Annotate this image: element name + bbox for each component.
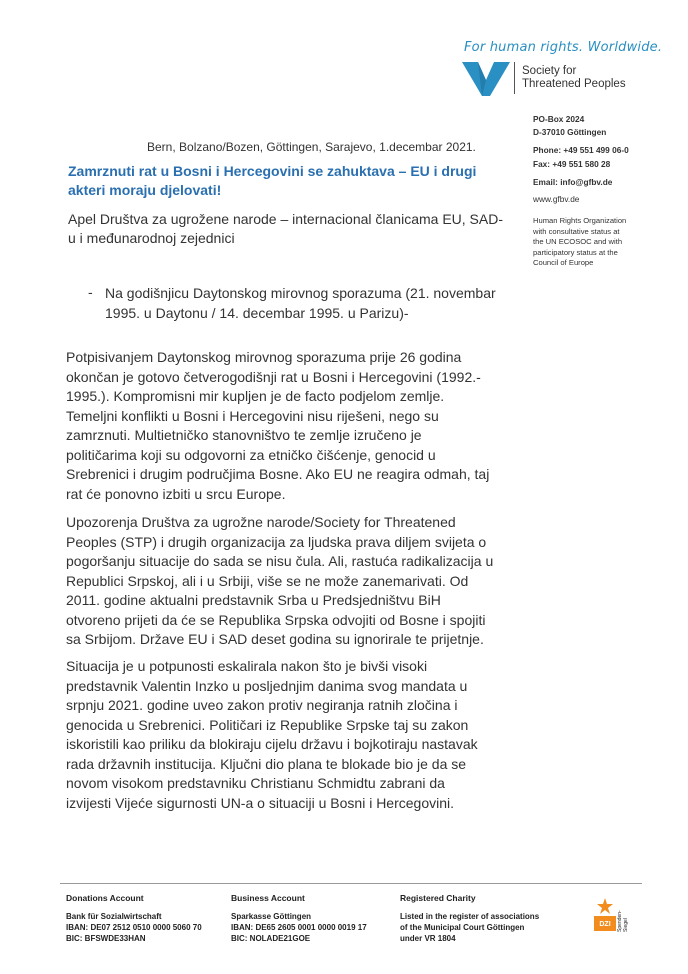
contact-fax: Fax: +49 551 580 28 <box>533 159 611 169</box>
donations-iban: IBAN: DE07 2512 0510 0000 5060 70 <box>66 923 202 932</box>
body-paragraph-2 <box>66 513 518 650</box>
contact-phone: Phone: +49 551 499 06-0 <box>533 145 629 155</box>
paragraph-line: pogoršanju situacije do sada se nisu čula. Ali, rastuća radikalizacija u <box>66 553 494 569</box>
charity-line: of the Municipal Court Göttingen <box>400 923 525 932</box>
org-name-line1: Society for <box>522 65 577 77</box>
footer-business <box>231 893 367 944</box>
paragraph-line: 2011. godine aktualni predstavnik Srba u Predsjedništvu BiH <box>66 592 441 608</box>
paragraph-line: sa Srbijom. Države EU i SAD deset godina su ignorirale te prijetnje. <box>66 631 484 647</box>
paragraph-line: okončan je gotovo četverogodišnji rat u Bosni i Hercegovini (1992.- <box>66 368 481 385</box>
org-tagline: For human rights. Worldwide. <box>464 40 663 55</box>
paragraph-line: Potpisivanjem Daytonskog mirovnog sporazuma prije 26 godina <box>66 349 462 365</box>
contact-po-box: PO-Box 2024 <box>533 114 585 124</box>
charity-heading: Registered Charity <box>400 893 476 903</box>
body-paragraph-1 <box>66 348 518 504</box>
stp-logo-v-icon <box>462 62 510 96</box>
paragraph-line: izvijesti Vijeće sigurnosti UN-a o situaciji u Bosni i Hercegovini. <box>66 794 455 811</box>
anniversary-line2: 1995. u Daytonu / 14. decembar 1995. u Parizu)- <box>105 304 409 321</box>
letter-subtitle-line2: u i međunarodnoj zejednici <box>68 230 235 246</box>
paragraph-line: rat će ponovno izbiti u srcu Europe. <box>66 485 286 502</box>
dzi-label: DZI <box>599 921 611 928</box>
footer-donations <box>66 893 202 944</box>
letter-subtitle <box>68 210 518 248</box>
paragraph-line: srpnju 2021. godine uveo zakon protiv negiranja ratnih zločina i <box>66 697 458 713</box>
org-status <box>533 216 626 269</box>
letter-title <box>68 162 488 200</box>
place-date: Bern, Bolzano/Bozen, Göttingen, Sarajevo, 1.decembar 2021. <box>147 140 476 154</box>
paragraph-line: iskoristili kao priliku da blokiraju cijelu državu i bojkotiraju nastavak <box>66 736 478 752</box>
footer-charity <box>400 893 539 944</box>
contact-email[interactable]: Email: info@gfbv.de <box>533 177 613 187</box>
paragraph-line: novom visokom predstavniku Christianu Schmidtu zabrani da <box>66 775 445 791</box>
org-status-line: Human Rights Organization <box>533 216 627 225</box>
paragraph-line: političarima koji su odgovorni za etničko čišćenje, genocid u <box>66 446 436 463</box>
paragraph-line: otvoreno prijeti da će se Republika Srpska odvojiti od Bosne i spojiti <box>66 611 486 628</box>
business-heading: Business Account <box>231 893 305 903</box>
donations-heading: Donations Account <box>66 893 144 903</box>
paragraph-line: rada državnih institucija. Ključni dio plana te blokade bio je da se <box>66 755 467 772</box>
donations-bic: BIC: BFSWDE33HAN <box>66 934 146 943</box>
logo-divider <box>514 62 515 94</box>
letter-subtitle-line1: Apel Društva za ugrožene narode – internacional članicama EU, SAD- <box>68 211 504 227</box>
anniversary-line1: Na godišnjicu Daytonskog mirovnog sporazuma (21. novembar <box>105 285 496 301</box>
paragraph-line: Republici Srpskoj, ali i u Srbiji, više se ne može zanemarivati. Od <box>66 572 469 589</box>
paragraph-line: predstavnik Valentin Inzko u posljednjim danima svog mandata u <box>66 677 468 694</box>
contact-web[interactable]: www.gfbv.de <box>533 194 580 204</box>
paragraph-line: Srebrenici i drugim područjima Bosne. Ako EU ne reagira odmah, taj <box>66 466 490 482</box>
org-status-line: the UN ECOSOC and with <box>533 237 623 246</box>
business-bic: BIC: NOLADE21GOE <box>231 934 311 943</box>
paragraph-line: zamrznuti. Multietničko stanovništvo te zemlje izručeno je <box>66 427 422 443</box>
charity-line: under VR 1804 <box>400 934 456 943</box>
paragraph-line: Temeljni konflikti u Bosni i Hercegovini nisu riješeni, nego su <box>66 407 439 424</box>
charity-line: Listed in the register of associations <box>400 912 540 921</box>
org-status-line: participatory status at the <box>533 247 618 257</box>
paragraph-line: genocida u Srebrenici. Političari iz Republike Srpske taj su zakon <box>66 716 469 733</box>
contact-address: D-37010 Göttingen <box>533 127 607 137</box>
anniversary-note <box>105 284 515 323</box>
org-status-line: with consultative status at <box>533 226 620 236</box>
dzi-side-text: Spenden-Siegel <box>617 910 629 932</box>
letter-title-line1: Zamrznuti rat u Bosni i Hercegovini se zahuktava – EU i drugi <box>68 163 477 179</box>
org-name-line2: Threatened Peoples <box>522 78 626 90</box>
business-bank: Sparkasse Göttingen <box>231 912 312 921</box>
anniversary-dash: - <box>88 284 93 300</box>
paragraph-line: Peoples (STP) i drugih organizacija za ljudska prava diljem svijeta o <box>66 533 487 550</box>
paragraph-line: Upozorenja Društva za ugrožne narode/Society for Threatened <box>66 514 456 530</box>
paragraph-line: 1995.). Kompromisni mir kupljen je de facto podjelom zemlje. <box>66 388 445 404</box>
donations-bank: Bank für Sozialwirtschaft <box>66 912 162 921</box>
org-status-line: Council of Europe <box>533 258 594 267</box>
paragraph-line: Situacija je u potpunosti eskalirala nakon što je bivši visoki <box>66 658 428 674</box>
body-paragraph-3 <box>66 657 518 813</box>
letter-title-line2: akteri moraju djelovati! <box>68 182 222 198</box>
footer-divider <box>60 883 642 884</box>
dzi-seal-icon <box>594 897 616 931</box>
business-iban: IBAN: DE65 2605 0001 0000 0019 17 <box>231 923 367 932</box>
org-name <box>522 65 626 91</box>
